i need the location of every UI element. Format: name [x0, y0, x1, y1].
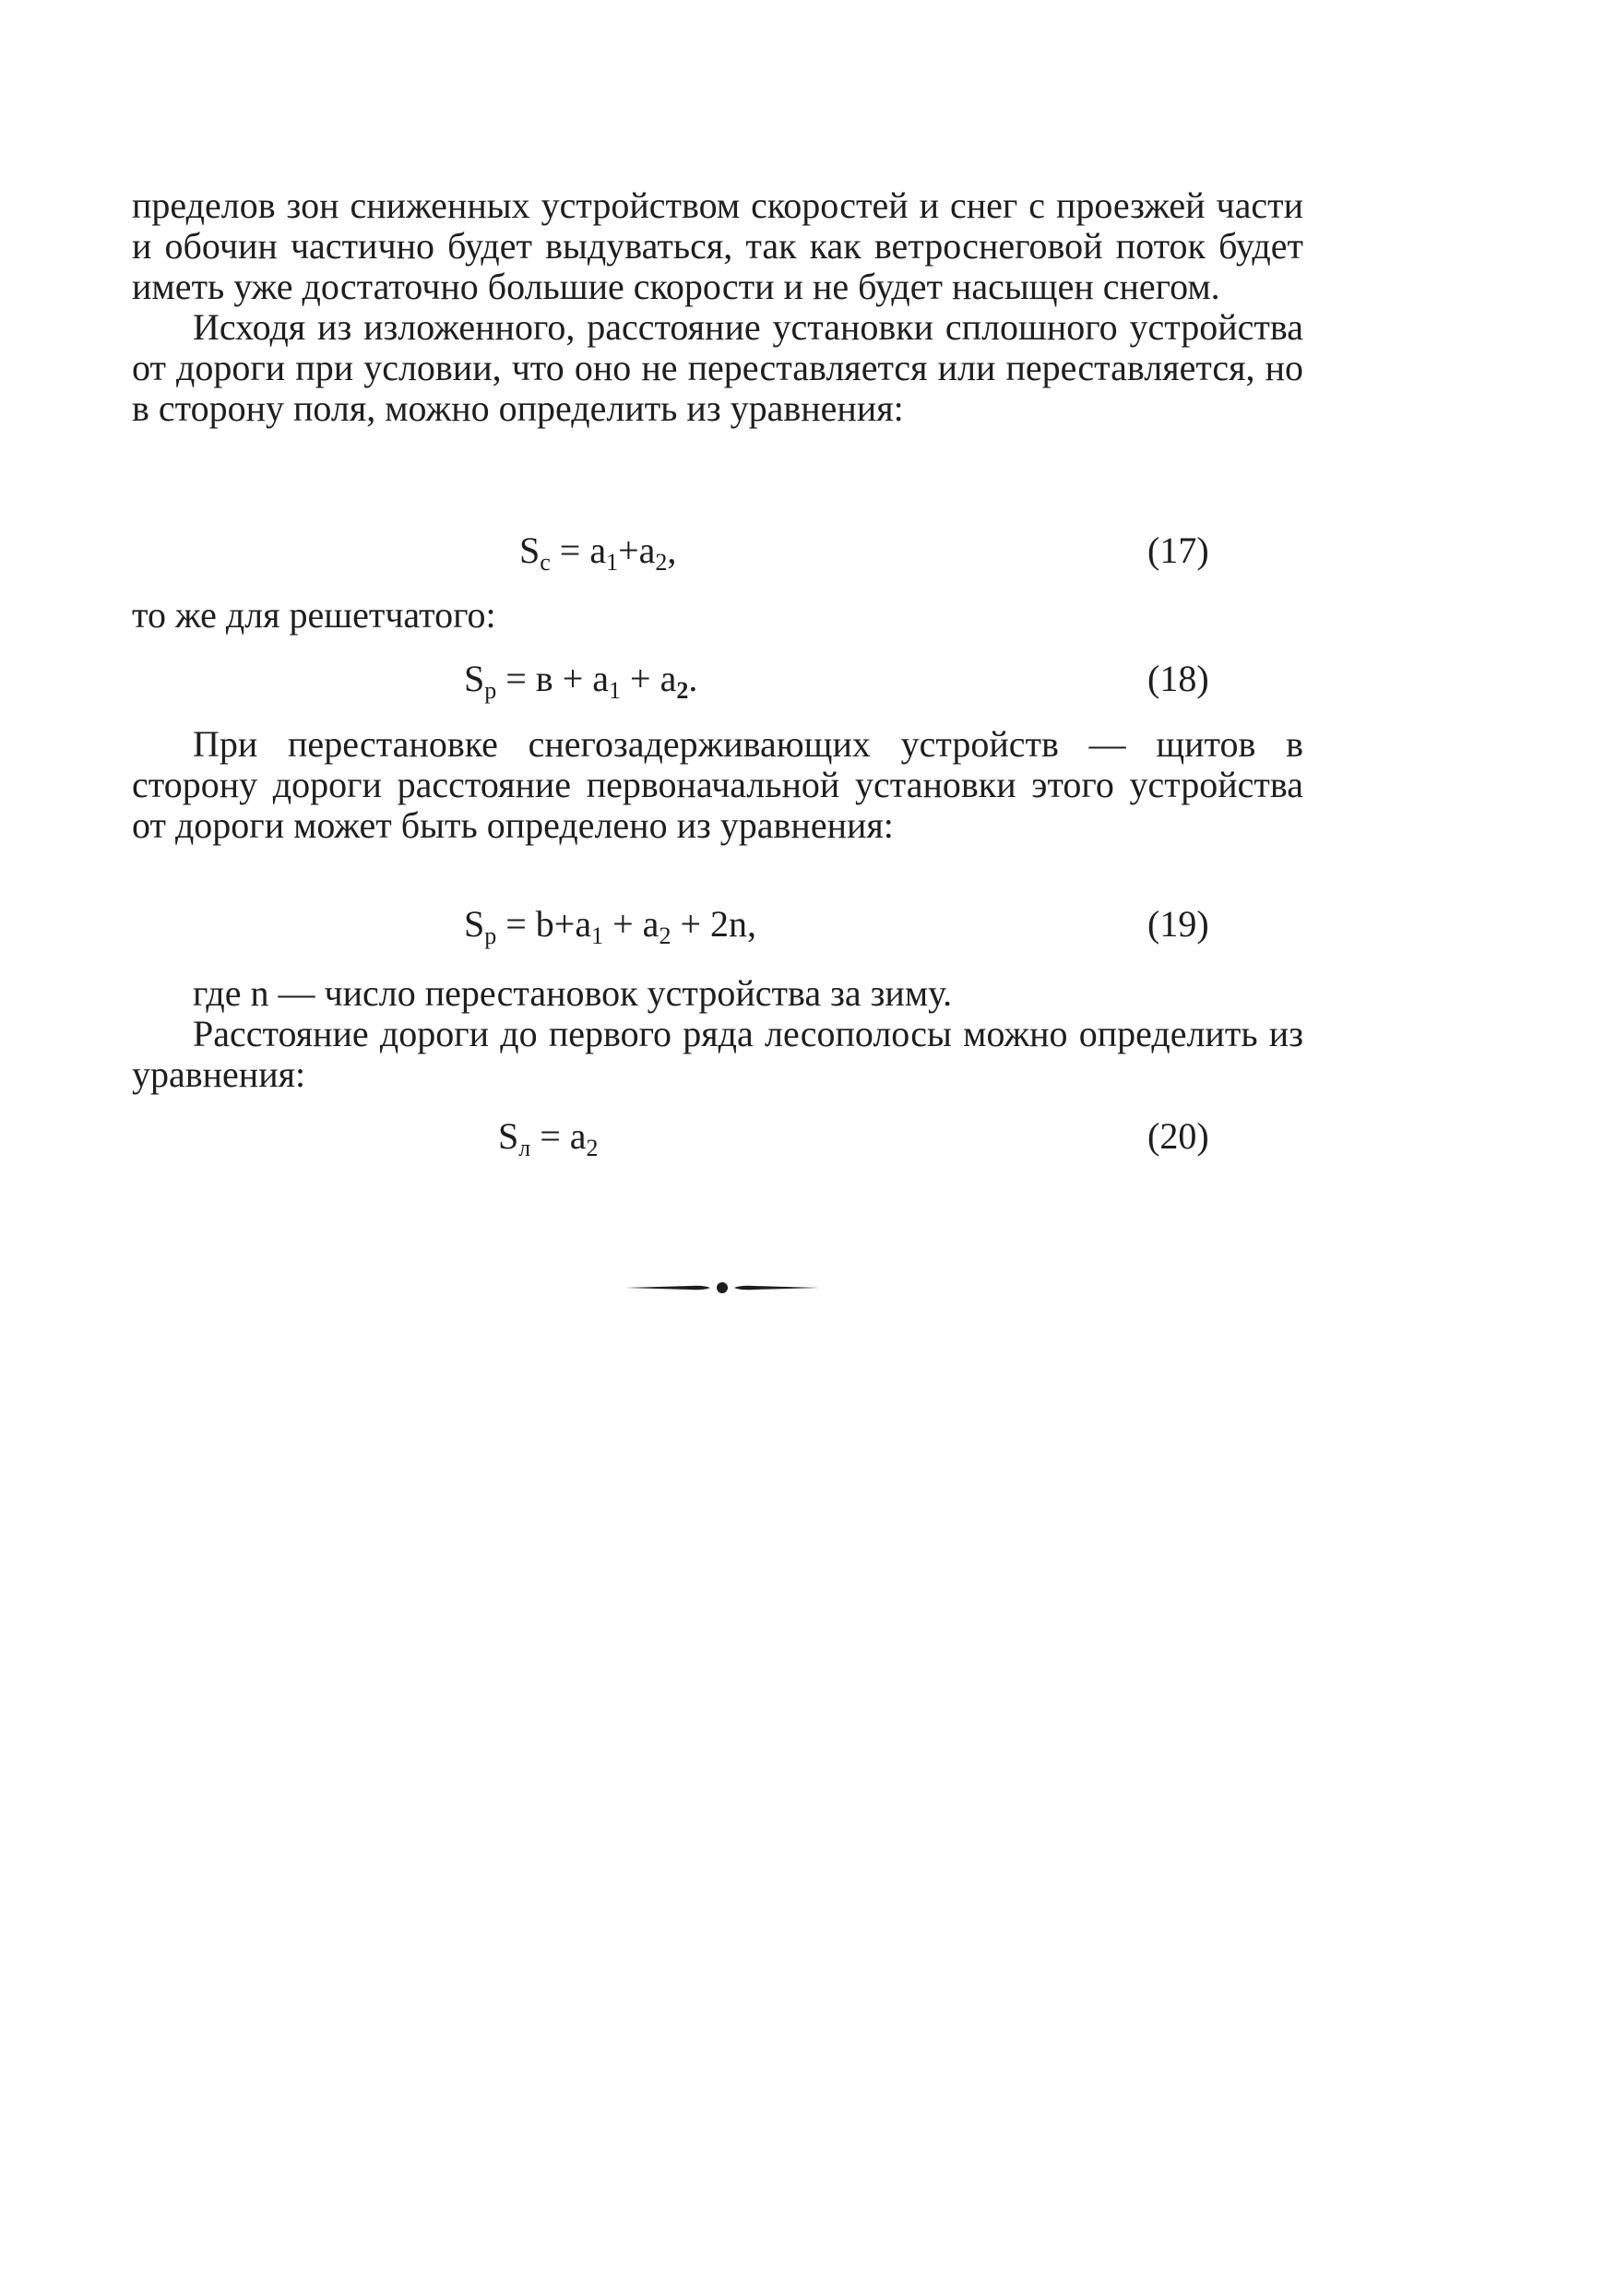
equation-20 [498, 1115, 599, 1161]
eq17-lhs-sub: c [540, 549, 551, 576]
eq17-tail: , [667, 529, 677, 571]
eq19-rhs-b-sub: 2 [659, 922, 671, 949]
eq19-rhs-a-sub: 1 [591, 922, 604, 949]
eq19-lhs-sub: p [484, 922, 497, 949]
equation-number-18: (18) [1147, 658, 1209, 699]
eq18-lhs: S [464, 658, 485, 699]
text-block-4 [132, 973, 1303, 1095]
eq18-tail: . [688, 658, 698, 699]
text-block-1 [132, 185, 1303, 429]
eq17-rhs-a-sub: 1 [606, 549, 619, 576]
eq17-rhs-a: = a [550, 529, 607, 571]
paragraph-1: пределов зон сниженных устройством скоростей и снег с проезжей части и обочин частично будет выдуваться, так как ветроснеговой поток будет иметь уже достаточно большие скорости и не будет насыщен снегом. [132, 184, 1303, 307]
section-divider-icon [625, 1281, 819, 1294]
eq17-rhs-b-sub: 2 [655, 549, 668, 576]
paragraph-2: Исходя из изложенного, расстояние установки сплошного устройства от дороги при условии, что оно не переставляется или переставляется, но в сторону поля, можно определить из уравнения: [132, 306, 1303, 429]
equation-number-17: (17) [1147, 529, 1209, 571]
eq19-tail: + 2n, [671, 903, 756, 945]
equation-number-19: (19) [1147, 903, 1209, 945]
equation-18 [464, 658, 698, 704]
paragraph-4: При перестановке снегозадерживающих устройств — щитов в сторону дороги расстояние первоначальной установки этого устройства от дороги может быть определено из уравнения: [132, 723, 1303, 846]
eq20-lhs: S [498, 1115, 519, 1157]
eq18-rhs-a-sub: 1 [609, 677, 622, 704]
paragraph-6: Расстояние дороги до первого ряда лесополосы можно определить из уравнения: [132, 1013, 1303, 1095]
eq20-rhs-a: = a [530, 1115, 587, 1157]
paragraph-3: то же для решетчатого: [132, 594, 496, 636]
text-block-3 [132, 724, 1303, 846]
eq17-rhs-b: +a [618, 529, 656, 571]
eq18-rhs-a: = в + a [496, 658, 610, 699]
eq20-lhs-sub: л [518, 1135, 531, 1161]
eq19-rhs-b: + a [603, 903, 659, 945]
eq17-lhs: S [519, 529, 541, 571]
equation-17 [519, 529, 677, 576]
eq19-rhs-a: = b+a [496, 903, 592, 945]
text-block-2 [132, 595, 1303, 636]
equation-19 [464, 903, 756, 949]
eq20-rhs-a-sub: 2 [586, 1135, 599, 1161]
eq18-rhs-b-sub: 2 [676, 677, 689, 704]
eq18-lhs-sub: p [484, 677, 497, 704]
eq18-rhs-b: + a [621, 658, 677, 699]
eq19-lhs: S [464, 903, 485, 945]
equation-number-20: (20) [1147, 1115, 1209, 1157]
paragraph-5: где n — число перестановок устройства за зиму. [193, 972, 953, 1014]
